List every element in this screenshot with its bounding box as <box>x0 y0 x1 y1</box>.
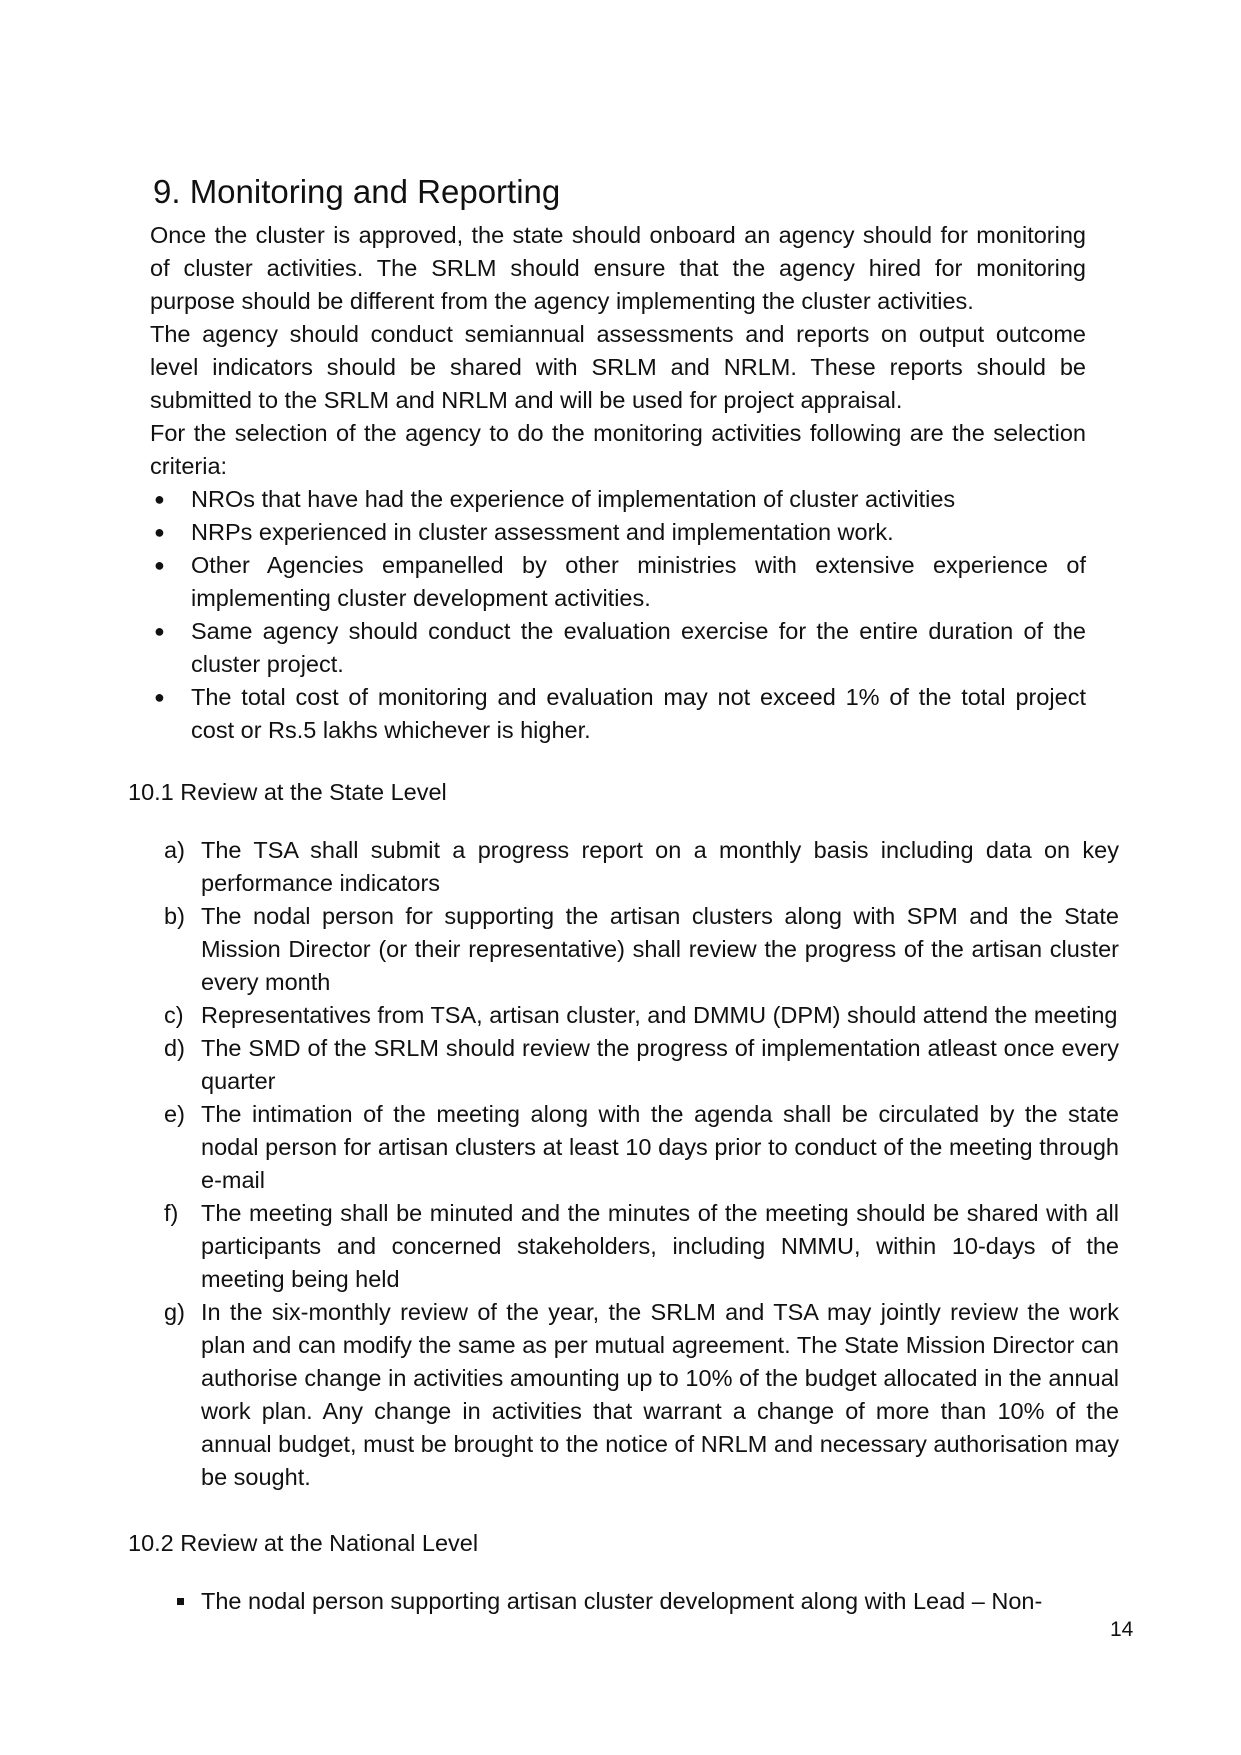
list-marker: c) <box>164 1002 184 1028</box>
list-marker: b) <box>164 903 185 929</box>
national-review-heading: 10.2 Review at the National Level <box>128 1530 479 1556</box>
list-item <box>164 1197 1119 1296</box>
list-item-text: The total cost of monitoring and evaluation may not exceed 1% of the total project cost or Rs.5 lakhs whichever is higher. <box>191 684 1086 743</box>
monitoring-section <box>150 219 1086 747</box>
list-marker: e) <box>164 1101 185 1127</box>
list-item-text: Representatives from TSA, artisan cluster, and DMMU (DPM) should attend the meeting <box>201 1002 1118 1028</box>
list-item <box>164 834 1119 900</box>
list-item <box>164 999 1119 1032</box>
list-item <box>164 1296 1119 1494</box>
bullet-icon: ● <box>154 687 165 707</box>
list-item-text: The nodal person for supporting the artisan clusters along with SPM and the State Mission Director (or their representative) shall review the progress of the artisan cluster every month <box>201 903 1119 995</box>
list-item <box>150 516 1086 549</box>
list-item <box>164 1032 1119 1098</box>
list-item-text: NRPs experienced in cluster assessment and implementation work. <box>191 519 894 545</box>
bullet-icon: ● <box>154 621 165 641</box>
state-review-list <box>164 834 1119 1494</box>
page-number: 14 <box>1110 1618 1134 1641</box>
criteria-list <box>150 483 1086 747</box>
list-item-text: NROs that have had the experience of implementation of cluster activities <box>191 486 956 512</box>
list-item <box>150 681 1086 747</box>
list-item <box>164 1098 1119 1197</box>
list-marker: a) <box>164 837 185 863</box>
list-item <box>175 1585 1119 1618</box>
list-marker: f) <box>164 1200 179 1226</box>
national-review-section <box>175 1585 1119 1618</box>
list-item-text: The nodal person supporting artisan cluster development along with Lead – Non- <box>201 1588 1043 1614</box>
paragraph: Once the cluster is approved, the state should onboard an agency should for monitoring of cluster activities. The SRLM should ensure that the agency hired for monitoring purpose should be different from the agency implementing the cluster activities. <box>150 222 1086 314</box>
national-review-list <box>175 1585 1119 1618</box>
list-item-text: The TSA shall submit a progress report on a monthly basis including data on key performance indicators <box>201 837 1119 896</box>
list-marker: d) <box>164 1035 185 1061</box>
state-review-section <box>164 834 1119 1494</box>
paragraph: The agency should conduct semiannual assessments and reports on output outcome level indicators should be shared with SRLM and NRLM. These reports should be submitted to the SRLM and NRLM and will be used for project appraisal. <box>150 321 1086 413</box>
list-item-text: Other Agencies empanelled by other ministries with extensive experience of implementing cluster development activities. <box>191 552 1086 611</box>
list-item-text: The intimation of the meeting along with the agenda shall be circulated by the state nodal person for artisan clusters at least 10 days prior to conduct of the meeting through e-mail <box>201 1101 1119 1193</box>
list-item-text: The meeting shall be minuted and the minutes of the meeting should be shared with all participants and concerned stakeholders, including NMMU, within 10-days of the meeting being held <box>201 1200 1119 1292</box>
section-heading: 9. Monitoring and Reporting <box>153 173 561 210</box>
list-item <box>164 900 1119 999</box>
paragraph: For the selection of the agency to do the monitoring activities following are the selection criteria: <box>150 420 1086 479</box>
list-item-text: Same agency should conduct the evaluation exercise for the entire duration of the cluster project. <box>191 618 1086 677</box>
list-marker: g) <box>164 1299 185 1325</box>
list-item-text: The SMD of the SRLM should review the progress of implementation atleast once every quarter <box>201 1035 1119 1094</box>
state-review-heading: 10.1 Review at the State Level <box>128 779 447 805</box>
square-bullet-icon <box>177 1598 184 1605</box>
list-item-text: In the six-monthly review of the year, the SRLM and TSA may jointly review the work plan and can modify the same as per mutual agreement. The State Mission Director can authorise change in activities amounting up to 10% of the budget allocated in the annual work plan. Any change in activities that warrant a change of more than 10% of the annual budget, must be brought to the notice of NRLM and necessary authorisation may be sought. <box>201 1299 1119 1490</box>
bullet-icon: ● <box>154 489 165 509</box>
list-item <box>150 549 1086 615</box>
list-item <box>150 483 1086 516</box>
bullet-icon: ● <box>154 522 165 542</box>
list-item <box>150 615 1086 681</box>
bullet-icon: ● <box>154 555 165 575</box>
